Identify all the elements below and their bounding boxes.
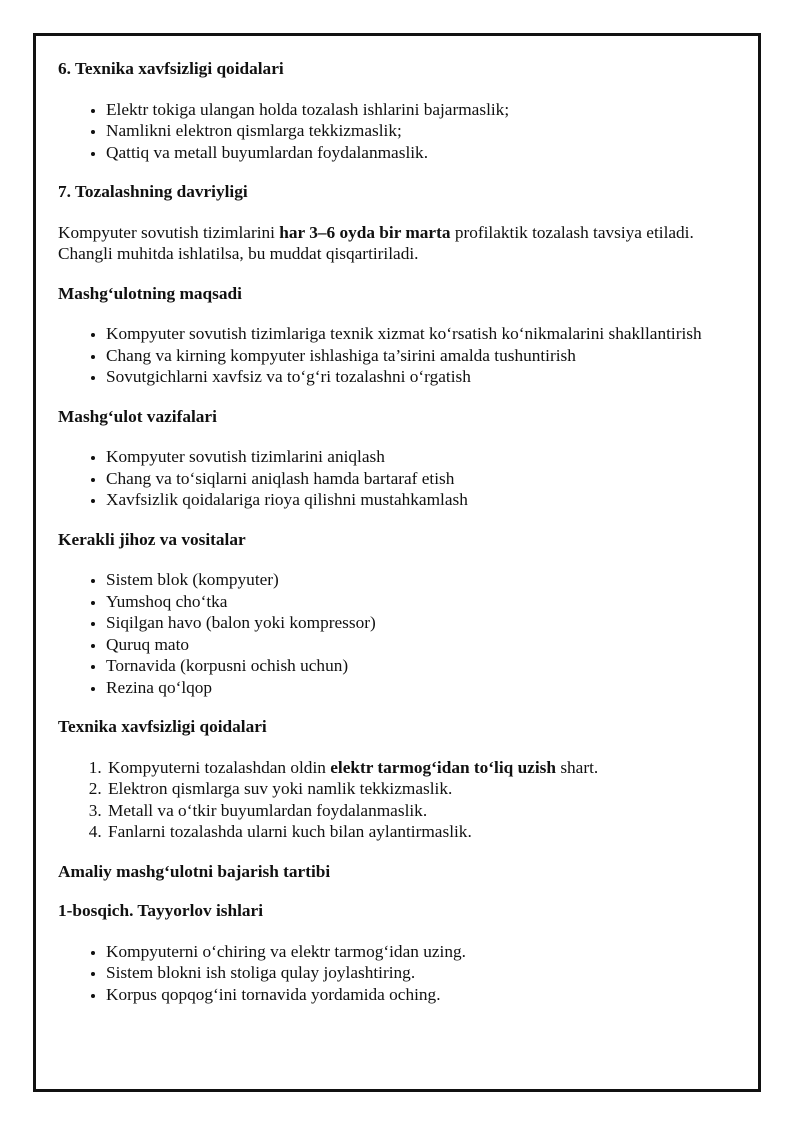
- list-item: • Rezina qo‘lqop: [106, 677, 738, 699]
- list-item: [106, 757, 738, 779]
- list-item: • Sistem blok (kompyuter): [106, 569, 738, 591]
- section-7-heading: 7. Tozalashning davriyligi: [58, 182, 248, 201]
- stage-1-list: [58, 941, 738, 1006]
- paragraph-text: Kompyuter sovutish tizimlarini: [58, 222, 280, 242]
- list-item: • Tornavida (korpusni ochish uchun): [106, 655, 738, 677]
- tools-list: [58, 569, 738, 698]
- list-item: • Kompyuterni o‘chiring va elektr tarmog‘idan uzing.: [106, 941, 738, 963]
- section-6-list: [58, 99, 738, 164]
- goal-heading: Mashg‘ulotning maqsadi: [58, 283, 242, 303]
- section-6-heading: 6. Texnika xavfsizligi qoidalari: [58, 59, 284, 78]
- paragraph-text: profilaktik tozalash tavsiya etiladi. Changli muhitda ishlatilsa, bu muddat qisqartiriladi.: [58, 222, 694, 263]
- list-item: 3. Metall va o‘tkir buyumlardan foydalanmaslik.: [106, 800, 738, 822]
- list-item: 4. Fanlarni tozalashda ularni kuch bilan aylantirmaslik.: [106, 821, 738, 843]
- list-item: • Sovutgichlarni xavfsiz va to‘g‘ri tozalashni o‘rgatish: [106, 366, 738, 388]
- list-item: • Korpus qopqog‘ini tornavida yordamida oching.: [106, 984, 738, 1006]
- list-item: 2. Elektron qismlarga suv yoki namlik tekkizmaslik.: [106, 778, 738, 800]
- list-item-text: Kompyuterni tozalashdan oldin: [108, 757, 331, 777]
- list-item: • Chang va to‘siqlarni aniqlash hamda bartaraf etish: [106, 468, 738, 490]
- tasks-heading: Mashg‘ulot vazifalari: [58, 406, 217, 426]
- list-item: • Chang va kirning kompyuter ishlashiga ta’sirini amalda tushuntirish: [106, 345, 738, 367]
- tools-heading: Kerakli jihoz va vositalar: [58, 529, 246, 549]
- section-7-paragraph: [58, 222, 738, 265]
- procedure-heading: Amaliy mashg‘ulotni bajarish tartibi: [58, 861, 331, 881]
- list-item: • Elektr tokiga ulangan holda tozalash ishlarini bajarmaslik;: [106, 99, 738, 121]
- list-item: • Namlikni elektron qismlarga tekkizmaslik;: [106, 120, 738, 142]
- paragraph-bold-text: har 3–6 oyda bir marta: [279, 222, 451, 242]
- list-item: • Yumshoq cho‘tka: [106, 591, 738, 613]
- list-item-bold-text: elektr tarmog‘idan to‘liq uzish: [330, 757, 556, 777]
- list-item-text: shart.: [556, 757, 599, 777]
- list-item: • Qattiq va metall buyumlardan foydalanmaslik.: [106, 142, 738, 164]
- list-item: • Quruq mato: [106, 634, 738, 656]
- safety-list: [58, 757, 738, 843]
- goal-list: [58, 323, 738, 388]
- list-item: • Kompyuter sovutish tizimlariga texnik xizmat ko‘rsatish ko‘nikmalarini shakllantirish: [106, 323, 738, 345]
- document-body: [58, 58, 738, 1005]
- list-item: • Kompyuter sovutish tizimlarini aniqlash: [106, 446, 738, 468]
- list-item: • Sistem blokni ish stoliga qulay joylashtiring.: [106, 962, 738, 984]
- stage-1-heading: 1-bosqich. Tayyorlov ishlari: [58, 901, 264, 920]
- safety-heading: Texnika xavfsizligi qoidalari: [58, 717, 267, 736]
- tasks-list: [58, 446, 738, 511]
- list-item: • Xavfsizlik qoidalariga rioya qilishni mustahkamlash: [106, 489, 738, 511]
- list-item: • Siqilgan havo (balon yoki kompressor): [106, 612, 738, 634]
